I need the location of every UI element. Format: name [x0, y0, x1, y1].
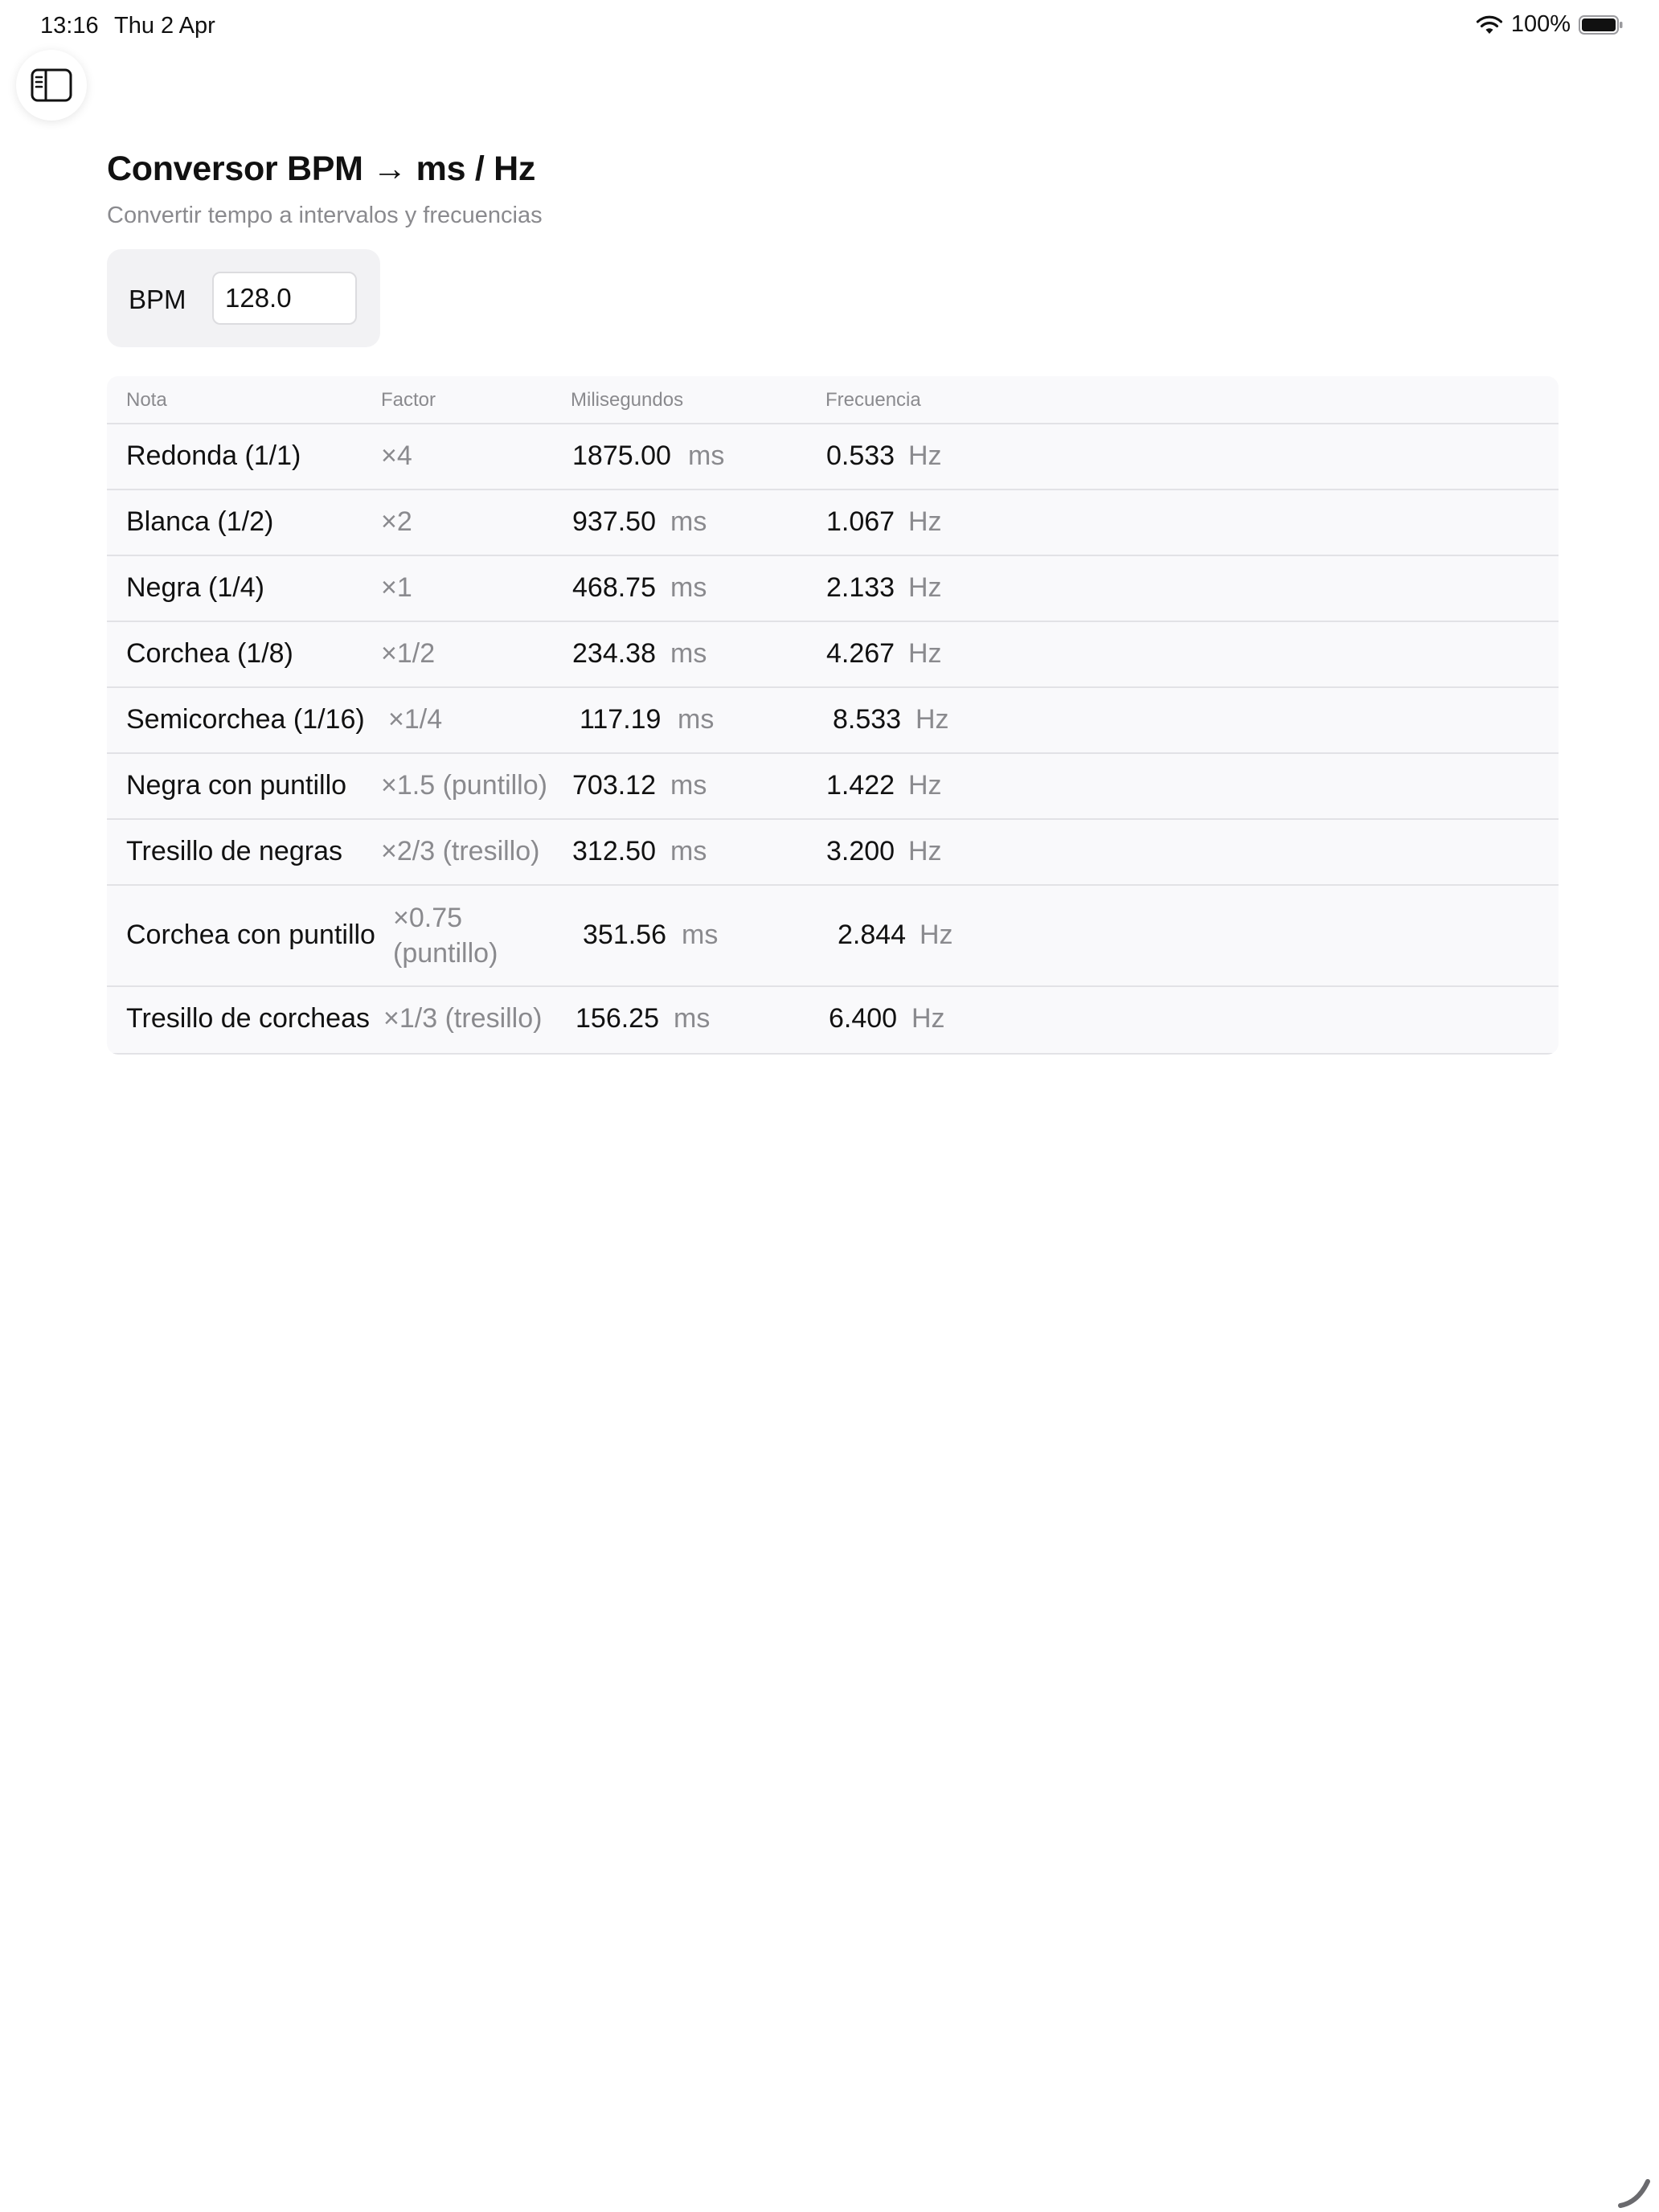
sidebar-icon — [31, 68, 72, 102]
hz-unit: Hz — [911, 1003, 945, 1034]
ms-value: 703.12 — [572, 770, 656, 801]
hz-value: 3.200 — [826, 836, 895, 866]
ms-value: 1875.00 — [572, 440, 671, 471]
sidebar-toggle-button[interactable] — [16, 50, 87, 121]
conversion-table — [107, 376, 1559, 1055]
ms-value: 468.75 — [572, 572, 656, 603]
note-name: Blanca (1/2) — [126, 506, 274, 537]
status-date: Thu 2 Apr — [114, 13, 215, 39]
table-row — [107, 622, 1559, 688]
hz-unit: Hz — [908, 770, 942, 801]
hz-value: 8.533 — [833, 704, 902, 735]
status-bar — [0, 0, 1659, 51]
battery-icon — [1579, 14, 1624, 35]
note-factor: ×2/3 (tresillo) — [381, 836, 540, 866]
hz-unit: Hz — [916, 704, 949, 735]
note-name: Corchea con puntillo — [126, 920, 375, 950]
note-name: Tresillo de corcheas — [126, 1003, 370, 1034]
bpm-card — [107, 249, 380, 347]
ms-value: 234.38 — [572, 638, 656, 669]
ms-unit: ms — [670, 836, 707, 866]
note-factor: ×1/2 — [381, 638, 436, 669]
hz-value: 1.422 — [826, 770, 895, 801]
table-row — [107, 424, 1559, 490]
hz-unit: Hz — [920, 920, 953, 950]
ms-value: 156.25 — [576, 1003, 659, 1034]
bpm-label: BPM — [129, 285, 186, 314]
hz-unit: Hz — [908, 572, 942, 603]
column-header-note: Nota — [126, 389, 167, 411]
hz-value: 2.133 — [826, 572, 895, 603]
hz-unit: Hz — [908, 440, 942, 471]
hz-unit: Hz — [908, 836, 942, 866]
wifi-icon — [1476, 14, 1503, 35]
ms-value: 937.50 — [572, 506, 656, 537]
note-name: Tresillo de negras — [126, 836, 342, 866]
ms-unit: ms — [670, 638, 707, 669]
hz-value: 4.267 — [826, 638, 895, 669]
table-row — [107, 490, 1559, 556]
table-row — [107, 987, 1559, 1055]
note-factor: ×1 — [381, 572, 412, 603]
page-subtitle: Convertir tempo a intervalos y frecuencias — [107, 203, 543, 228]
ms-unit: ms — [678, 704, 715, 735]
page-title: Conversor BPM → ms / Hz — [107, 150, 536, 188]
hz-value: 1.067 — [826, 506, 895, 537]
ms-unit: ms — [670, 770, 707, 801]
hz-unit: Hz — [908, 506, 942, 537]
ms-unit: ms — [688, 440, 725, 471]
battery-percentage: 100% — [1510, 11, 1571, 37]
note-name: Negra con puntillo — [126, 770, 347, 801]
note-factor: ×1.5 (puntillo) — [381, 770, 547, 801]
note-factor: ×2 — [381, 506, 412, 537]
hz-unit: Hz — [908, 638, 942, 669]
table-row — [107, 688, 1559, 754]
column-header-frequency: Frecuencia — [825, 389, 921, 411]
note-name: Negra (1/4) — [126, 572, 264, 603]
note-factor: ×1/3 (tresillo) — [383, 1003, 543, 1034]
bpm-input[interactable] — [212, 272, 357, 325]
ms-unit: ms — [670, 572, 707, 603]
hz-value: 6.400 — [829, 1003, 898, 1034]
column-header-ms: Milisegundos — [571, 389, 684, 411]
status-indicators — [1476, 11, 1624, 38]
note-factor: ×0.75 (puntillo) — [393, 903, 498, 969]
table-header — [107, 376, 1559, 424]
ms-unit: ms — [670, 506, 707, 537]
note-factor: ×1/4 — [388, 704, 443, 735]
table-row — [107, 886, 1559, 987]
ms-value: 351.56 — [583, 920, 666, 950]
table-row — [107, 556, 1559, 622]
corner-resize-handle[interactable] — [1611, 2164, 1659, 2212]
ms-unit: ms — [674, 1003, 711, 1034]
note-factor: ×4 — [381, 440, 412, 471]
note-name: Corchea (1/8) — [126, 638, 293, 669]
note-name: Semicorchea (1/16) — [126, 704, 365, 735]
hz-value: 2.844 — [838, 920, 907, 950]
status-time: 13:16 — [40, 13, 99, 39]
note-name: Redonda (1/1) — [126, 440, 301, 471]
table-row — [107, 820, 1559, 886]
ms-unit: ms — [682, 920, 719, 950]
ms-value: 312.50 — [572, 836, 656, 866]
table-row — [107, 754, 1559, 820]
column-header-factor: Factor — [381, 389, 436, 411]
hz-value: 0.533 — [826, 440, 895, 471]
ms-value: 117.19 — [580, 704, 662, 735]
